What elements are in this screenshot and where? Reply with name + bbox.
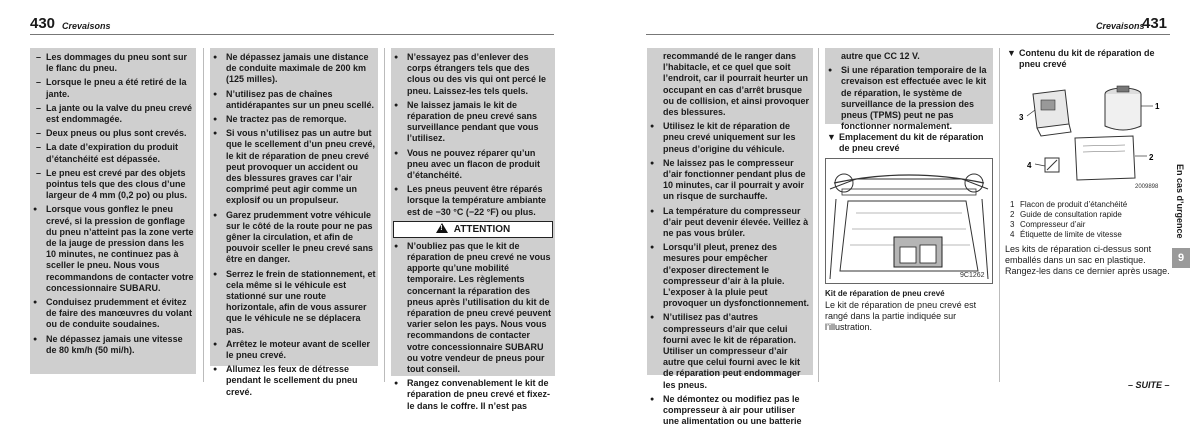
callout-4: 4 (1027, 161, 1032, 170)
bullet-list-item: ● Les pneus peuvent être réparés lorsque la température ambiante est de −30 °C (−22 °F) ou plus. (393, 184, 553, 218)
trunk-figure-caption: Kit de réparation de pneu crevé (825, 289, 945, 298)
legend-text: Guide de consultation rapide (1020, 210, 1122, 219)
right-page-header: Crevaisons (1096, 21, 1145, 31)
bullet-list-item: ● Rangez convenablement le kit de réparation de pneu crevé et fixez-le dans le coffre. Il n’est pas (393, 378, 553, 412)
legend-text: Compresseur d’air (1020, 220, 1086, 229)
dash-list-item: – La date d’expiration du produit d’étanchéité est dépassée. (32, 142, 194, 164)
right-col-1-continuation: recommandé de le ranger dans l’habitacle, et ce quel que soit l’endroit, car il pourrait heurter un occupant en cas d’arrêt brusque ou de collision, et ainsi provoquer des blessures. (663, 51, 810, 118)
bullet-list-item: ● Serrez le frein de stationnement, et cela même si le véhicule est stationné sur une route horizontale, afin de vous assurer que le véhicule ne se déplacera pas. (212, 269, 376, 336)
kit-contents-figure (1005, 80, 1167, 192)
bullet-list-item: ● Lorsqu’il pleut, prenez des mesures pour empêcher d’exposer directement le compresseur d’air à la pluie. L’exposer à la pluie peut provoquer un dysfonctionnement. (649, 242, 811, 309)
left-col-2 (210, 48, 378, 397)
side-tab-number: 9 (1172, 248, 1190, 268)
left-col-3 (391, 48, 555, 411)
right-page-number: 431 (1142, 15, 1168, 32)
bullet-list-item: ● Ne laissez jamais le kit de réparation de pneu crevé sans surveillance pendant que vous l’utilisez. (393, 100, 553, 145)
bullet-list-item: ● Ne laissez pas le compresseur d’air fonctionner pendant plus de 10 minutes, car il pourrait y avoir un risque de surchauffe. (649, 158, 811, 203)
left-col-1-list (32, 52, 194, 356)
bullet-list-item: ● N’utilisez pas de chaînes antidérapantes sur un pneu scellé. (212, 89, 376, 111)
triangle-down-icon: ▼ (827, 132, 836, 142)
bullet-list-item: ● Vous ne pouvez réparer qu’un pneu avec un flacon de produit d’étanchéité. (393, 148, 553, 182)
kit-figure-code: 2009898 (1135, 184, 1159, 190)
trunk-illustration (826, 159, 992, 283)
legend-item (1010, 220, 1170, 230)
bullet-list-item: ● Conduisez prudemment et évitez de faire des manœuvres du volant ou de conduite soudaines. (32, 297, 194, 331)
kit-contents-description: Les kits de réparation ci-dessus sont emballés dans un sac en plastique. Rangez-les dans ce dernier après usage. (1005, 244, 1170, 276)
warning-triangle-icon: ! (436, 223, 448, 233)
right-col-2-continuation: autre que CC 12 V. (841, 51, 920, 61)
callout-2: 2 (1149, 153, 1154, 162)
right-col-2-warning-box (825, 48, 993, 132)
left-page-header: Crevaisons (62, 21, 111, 31)
bullet-list-item: ● Si une réparation temporaire de la crevaison est effectuée avec le kit de réparation, le système de surveillance de la pression des pneus (TPMS) peut ne pas fonctionner normalement. (827, 65, 991, 132)
right-col-2-list (827, 65, 991, 132)
legend-item (1010, 230, 1170, 240)
left-header-rule (30, 34, 554, 35)
left-col-1 (30, 48, 196, 374)
dash-list-item: – Deux pneus ou plus sont crevés. (32, 128, 194, 139)
callout-1: 1 (1155, 102, 1160, 111)
kit-contents-illustration (1005, 80, 1167, 192)
legend-item (1010, 210, 1170, 220)
callout-3: 3 (1019, 113, 1024, 122)
trunk-figure-code: 9C1262 (960, 272, 985, 279)
dash-list-item: – Lorsque le pneu a été retiré de la jante. (32, 77, 194, 99)
bullet-list-item: ● Si vous n’utilisez pas un autre but que le scellement d’un pneu crevé, le kit de réparation de pneu crevé peut provoquer un accident ou des blessures graves car l’air comprimé peut agir comme un explosif ou un propulseur. (212, 128, 376, 206)
triangle-down-icon: ▼ (1007, 48, 1016, 58)
kit-location-heading: ▼ Emplacement du kit de réparation de pneu crevé (827, 132, 984, 154)
bullet-list-item: ● Ne dépassez jamais une distance de conduite maximale de 200 km (125 milles). (212, 52, 376, 86)
trunk-figure (825, 158, 993, 284)
bullet-list-item: ● Ne dépassez jamais une vitesse de 80 km/h (50 mi/h). (32, 334, 194, 356)
dash-list-item: – Le pneu est crevé par des objets pointus tels que des clous d’une largeur de 4 mm (0,2 po) ou plus. (32, 168, 194, 202)
kit-contents-legend (1010, 200, 1170, 240)
legend-text: Étiquette de limite de vitesse (1020, 230, 1122, 239)
right-header-rule (646, 34, 1170, 35)
left-col-divider-1 (203, 48, 204, 382)
right-col-divider-1 (818, 48, 819, 382)
legend-text: Flacon de produit d’étanchéité (1020, 200, 1128, 209)
legend-item (1010, 200, 1170, 210)
bullet-list-item: ● N’oubliez pas que le kit de réparation de pneu crevé ne vous apporte qu’une mobilité temporaire. Les règlements concernant la réparation des pneus après l’utilisation du kit de réparation de pneu crevé peuvent varier selon les pays. Nous vous recommandons de contacter votre concessionnaire SUBARU ou votre vendeur de pneus pour tout conseil. (393, 241, 553, 375)
right-col-1-list (649, 121, 811, 427)
bullet-list-item: ● Ne tractez pas de remorque. (212, 114, 376, 125)
trunk-figure-description: Le kit de réparation de pneu crevé est rangé dans la partie indiquée sur l’illustration. (825, 300, 977, 332)
right-col-3 (1005, 48, 1173, 70)
bullet-list-item: ● Ne démontez ou modifiez pas le compresseur à air pour utiliser une alimentation ou une batterie (649, 394, 811, 428)
side-tab-chapter: En cas d’urgence (1175, 164, 1185, 239)
left-col-divider-2 (384, 48, 385, 382)
continued-footer: – SUITE – (1128, 380, 1170, 390)
bullet-list-item: ● N’utilisez pas d’autres compresseurs d’air que celui fourni avec le kit de réparation. Utiliser un compresseur d’air autre que celui fourni avec le kit de réparation peut endommager les pneus. (649, 312, 811, 390)
left-col-3-attention-list (393, 241, 553, 412)
right-col-2 (825, 48, 993, 154)
dash-list-item: – Les dommages du pneu sont sur le flanc du pneu. (32, 52, 194, 74)
legend-number: 4 (1010, 230, 1015, 239)
kit-contents-heading: ▼ Contenu du kit de réparation de pneu crevé (1007, 48, 1155, 70)
right-col-divider-2 (999, 48, 1000, 382)
bullet-list-item: ● N’essayez pas d’enlever des corps étrangers tels que des clous ou des vis qui ont percé le pneu. Laissez-les tels quels. (393, 52, 553, 97)
left-page-number: 430 (30, 15, 56, 32)
left-col-3-list (393, 52, 553, 218)
legend-number: 2 (1010, 210, 1015, 219)
bullet-list-item: ● La température du compresseur d’air peut devenir élevée. Veillez à ne pas vous brûler. (649, 206, 811, 240)
bullet-list-item: ● Utilisez le kit de réparation de pneu crevé uniquement sur les pneus d’origine du véhicule. (649, 121, 811, 155)
attention-label: ATTENTION (453, 223, 511, 235)
bullet-list-item: ● Allumez les feux de détresse pendant le scellement du pneu crevé. (212, 364, 376, 398)
legend-number: 1 (1010, 200, 1015, 209)
bullet-list-item: ● Lorsque vous gonflez le pneu crevé, si la pression de gonflage du pneu n’atteint pas la zone verte de la jauge de pression dans les 10 minutes, ne continuez pas à sceller le pneu. Nous vous recommandons de contacter votre concessionnaire SUBARU. (32, 204, 194, 294)
attention-banner (393, 221, 553, 238)
bullet-list-item: ● Garez prudemment votre véhicule sur le côté de la route pour ne pas gêner la circulation, et afin de pouvoir sceller le pneu crevé sans être en danger. (212, 210, 376, 266)
left-col-2-list (212, 52, 376, 398)
bullet-list-item: ● Arrêtez le moteur avant de sceller le pneu crevé. (212, 339, 376, 361)
dash-list-item: – La jante ou la valve du pneu crevé est endommagée. (32, 103, 194, 125)
right-col-1 (647, 48, 813, 427)
legend-number: 3 (1010, 220, 1015, 229)
